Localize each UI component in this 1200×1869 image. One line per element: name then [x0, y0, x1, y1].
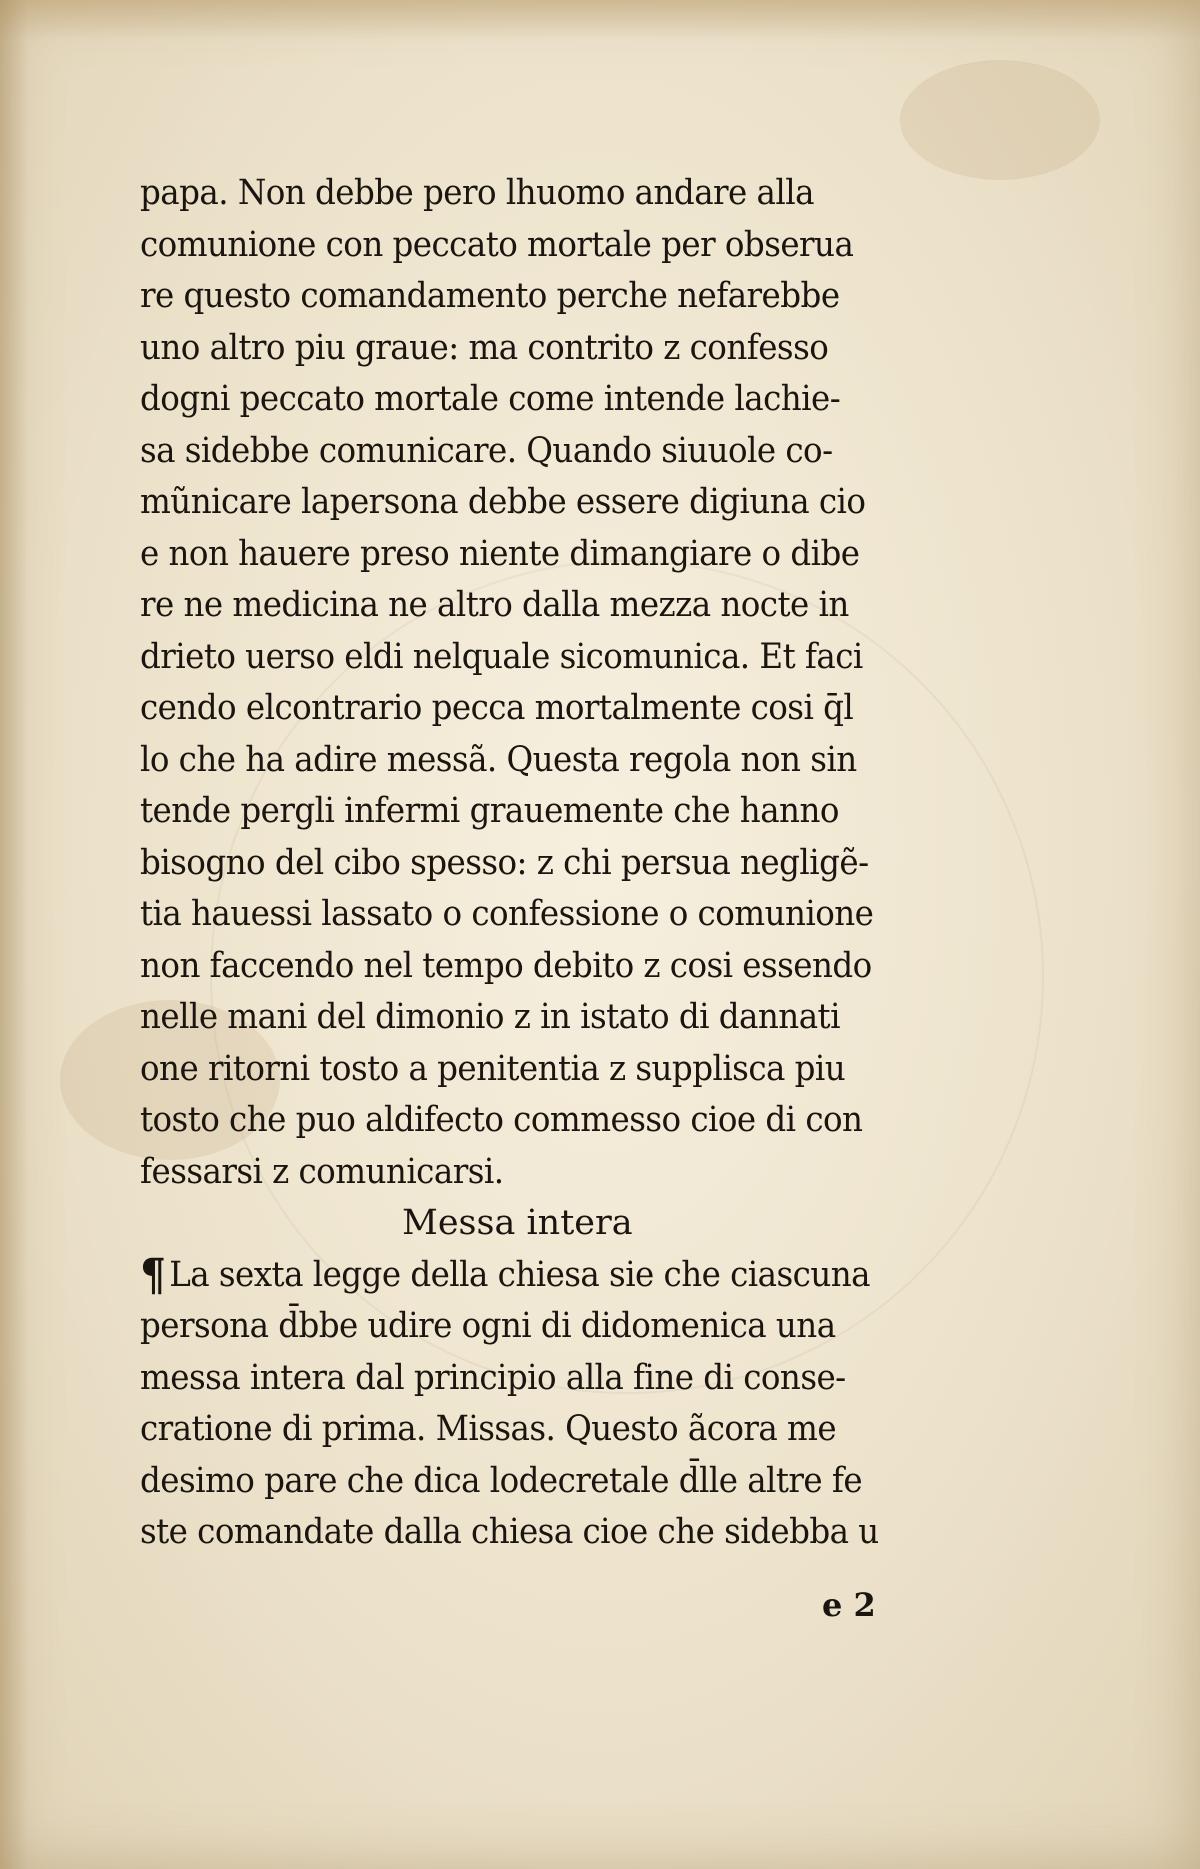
text-block: [140, 168, 980, 1559]
text-line: messa intera dal principio alla fine di conse-: [140, 1357, 846, 1398]
pilcrow-icon: ¶: [140, 1249, 166, 1301]
text-line: mũnicare lapersona debbe essere digiuna cio: [140, 482, 866, 522]
text-line: La sexta legge della chiesa sie che ciascuna: [169, 1254, 870, 1295]
text-line: re questo comandamento perche nefarebbe: [140, 276, 840, 316]
page-top-edge: [0, 0, 1200, 40]
text-line: fessarsi z comunicarsi.: [140, 1151, 504, 1192]
text-line: sa sidebbe comunicare. Quando siuuole co-: [140, 430, 833, 471]
text-line: re ne medicina ne altro dalla mezza nocte in: [140, 585, 849, 625]
text-line: cratione di prima. Missas. Questo ãcora me: [140, 1409, 837, 1449]
text-line: uno altro piu graue: ma contrito z confesso: [140, 327, 829, 368]
text-line: papa. Non debbe pero lhuomo andare alla: [140, 173, 814, 213]
text-line: tosto che puo aldifecto commesso cioe di con: [140, 1100, 863, 1140]
text-line: nelle mani del dimonio z in istato di dannati: [140, 997, 840, 1037]
text-line: dogni peccato mortale come intende lachie-: [140, 379, 841, 419]
text-line: bisogno del cibo spesso: z chi persua negligẽ-: [140, 842, 869, 883]
text-line: one ritorni tosto a penitentia z supplisca piu: [140, 1048, 846, 1089]
page-left-edge: [0, 0, 28, 1869]
text-line: cendo elcontrario pecca mortalmente cosi q̄l: [140, 688, 854, 728]
text-line: tia hauessi lassato o confessione o comunione: [140, 894, 874, 934]
paper-stain: [900, 60, 1100, 180]
text-line: lo che ha adire messã. Questa regola non sin: [140, 739, 857, 780]
text-line: e non hauere preso niente dimangiare o dibe: [140, 533, 860, 574]
paragraph-start: [140, 1250, 921, 1302]
text-line: tende pergli infermi grauemente che hanno: [140, 791, 839, 831]
text-line: non faccendo nel tempo debito z cosi essendo: [140, 945, 872, 986]
signature-mark: e 2: [822, 1586, 876, 1624]
section-heading: Messa intera: [402, 1203, 633, 1243]
text-line: comunione con peccato mortale per obserua: [140, 224, 854, 265]
text-line: ste comandate dalla chiesa cioe che sidebba u: [140, 1512, 879, 1552]
text-line: desimo pare che dica lodecretale d̄lle altre fe: [140, 1460, 863, 1501]
text-line: persona d̄bbe udire ogni di didomenica una: [140, 1306, 836, 1346]
text-line: drieto uerso eldi nelquale sicomunica. Et faci: [140, 636, 863, 677]
